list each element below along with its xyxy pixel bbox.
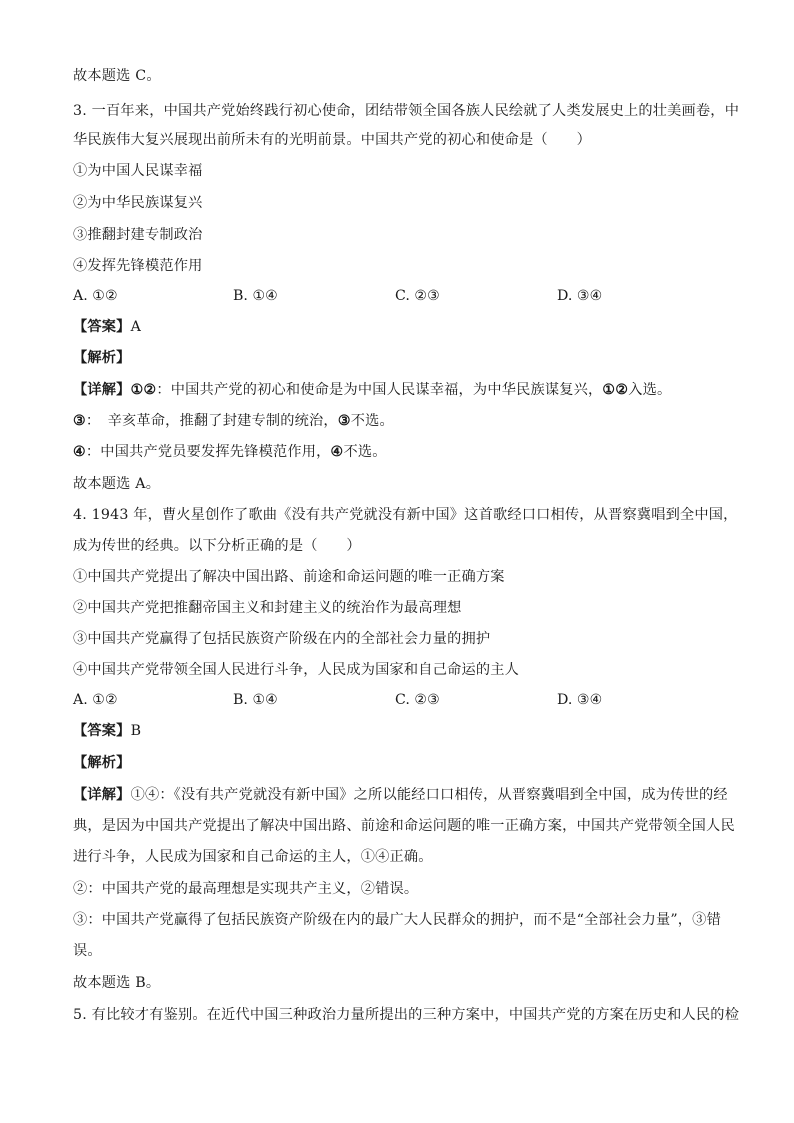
question-3-answer xyxy=(73,317,141,337)
question-4-detail-5: ③：中国共产党赢得了包括民族资产阶级在内的最广大人民群众的拥护，而不是“全部社会力量”，③错 xyxy=(73,912,721,928)
question-4-detail-6: 误。 xyxy=(73,943,102,959)
question-4-detail-3: 进行斗争，人民成为国家和自己命运的主人，①④正确。 xyxy=(73,849,433,865)
analysis-tag: 【解析】 xyxy=(73,755,131,771)
detail-text: ：中国共产党员要发挥先锋模范作用， xyxy=(85,444,331,460)
question-4-statement-2: ②中国共产党把推翻帝国主义和封建主义的统治作为最高理想 xyxy=(73,600,462,616)
detail-tag: 【详解】 xyxy=(73,787,131,803)
question-4-statement-4: ④中国共产党带领全国人民进行斗争，人民成为国家和自己命运的主人 xyxy=(73,662,520,678)
option-d: D. ③④ xyxy=(557,692,603,708)
question-3-stem-line-2: 华民族伟大复兴展现出前所未有的光明前景。中国共产党的初心和使命是（ ） xyxy=(73,132,591,148)
detail-numbers: ④ xyxy=(73,444,86,460)
prev-answer-conclusion: 故本题选 C。 xyxy=(73,68,161,84)
option-b: B. ①④ xyxy=(233,692,278,708)
question-4-statement-1: ①中国共产党提出了解决中国出路、前途和命运问题的唯一正确方案 xyxy=(73,569,505,585)
detail-numbers-2: ④ xyxy=(330,444,344,460)
answer-value: B xyxy=(130,723,142,739)
detail-numbers-2: ①② xyxy=(602,382,629,398)
question-3-statement-4: ④发挥先锋模范作用 xyxy=(73,258,203,274)
detail-tag: 【详解】 xyxy=(73,382,131,398)
option-c: C. ②③ xyxy=(395,288,440,304)
detail-text: ：中国共产党的初心和使命是为中国人民谋幸福，为中华民族谋复兴， xyxy=(156,382,603,398)
detail-text: ①④：《没有共产党就没有新中国》之所以能经口口相传，从晋察冀唱到全中国，成为传世的经 xyxy=(130,787,728,803)
option-d: D. ③④ xyxy=(557,288,603,304)
question-4-answer xyxy=(73,721,141,741)
detail-end: 入选。 xyxy=(628,382,672,398)
answer-tag: 【答案】 xyxy=(73,319,131,335)
question-4-detail-1 xyxy=(73,785,728,805)
detail-end: 不选。 xyxy=(343,444,387,460)
question-4-statement-3: ③中国共产党赢得了包括民族资产阶级在内的全部社会力量的拥护 xyxy=(73,631,491,647)
answer-value: A xyxy=(130,319,142,335)
answer-tag: 【答案】 xyxy=(73,723,131,739)
option-a: A. ①② xyxy=(73,692,118,708)
question-4-conclusion: 故本题选 B。 xyxy=(73,975,161,991)
detail-numbers: ③ xyxy=(73,413,86,429)
question-5-stem-line-1: 5. 有比较才有鉴别。在近代中国三种政治力量所提出的三种方案中，中国共产党的方案在历史和人民的检 xyxy=(73,1007,740,1023)
analysis-tag: 【解析】 xyxy=(73,350,131,366)
question-4-stem-line-1: 4. 1943 年，曹火星创作了歌曲《没有共产党就没有新中国》这首歌经口口相传，从晋察冀唱到全中国， xyxy=(73,507,738,523)
detail-text: ： 辛亥革命，推翻了封建专制的统治， xyxy=(85,413,338,429)
option-c: C. ②③ xyxy=(395,692,440,708)
question-3-detail-2 xyxy=(73,411,394,431)
question-3-conclusion: 故本题选 A。 xyxy=(73,476,161,492)
question-4-analysis-tag xyxy=(73,753,131,773)
question-3-statement-1: ①为中国人民谋幸福 xyxy=(73,163,203,179)
detail-numbers: ①② xyxy=(130,382,157,398)
question-4-stem-line-2: 成为传世的经典。以下分析正确的是（ ） xyxy=(73,538,361,554)
detail-numbers-2: ③ xyxy=(337,413,351,429)
question-3-statement-3: ③推翻封建专制政治 xyxy=(73,227,203,243)
option-a: A. ①② xyxy=(73,288,118,304)
question-3-stem-line-1: 3. 一百年来，中国共产党始终践行初心使命，团结带领全国各族人民绘就了人类发展史上的壮美画卷，中 xyxy=(73,103,740,119)
question-3-detail-3 xyxy=(73,442,387,462)
question-3-statement-2: ②为中华民族谋复兴 xyxy=(73,195,203,211)
detail-end: 不选。 xyxy=(350,413,394,429)
question-4-detail-4: ②：中国共产党的最高理想是实现共产主义，②错误。 xyxy=(73,881,419,897)
question-3-analysis-tag xyxy=(73,348,131,368)
question-3-detail-1 xyxy=(73,380,671,400)
option-b: B. ①④ xyxy=(233,288,278,304)
question-4-detail-2: 典，是因为中国共产党提出了解决中国出路、前途和命运问题的唯一正确方案，中国共产党带领全国人民 xyxy=(73,818,735,834)
